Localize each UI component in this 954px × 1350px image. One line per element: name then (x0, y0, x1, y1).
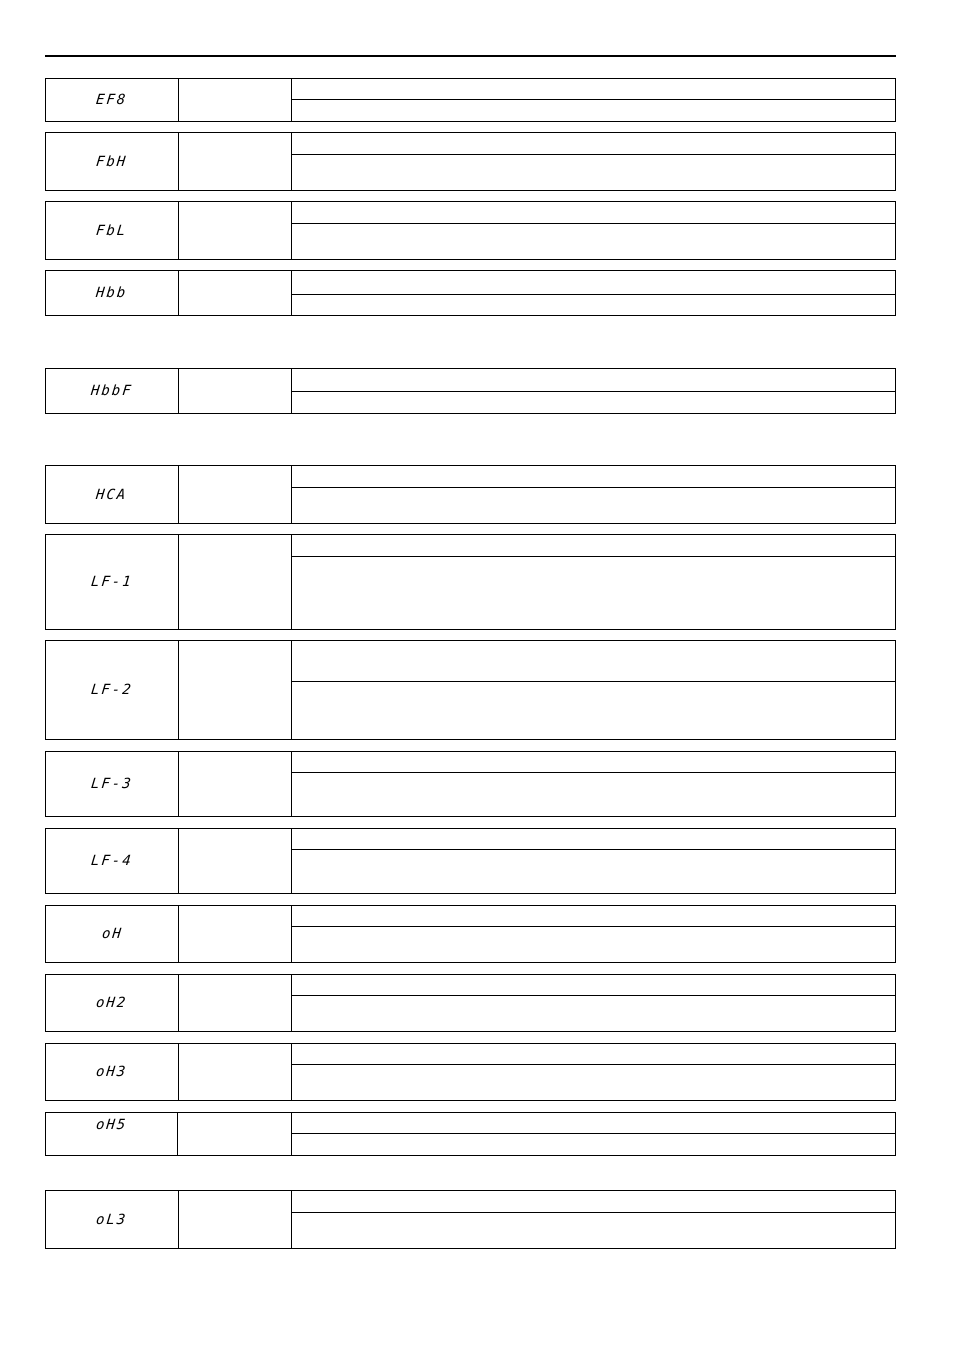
fault-code-cell (46, 1113, 178, 1155)
fault-code-cell (46, 202, 179, 259)
fault-table-hbb (45, 270, 896, 316)
row-divider (292, 154, 895, 155)
fault-detail-cell (292, 133, 895, 190)
fault-name-cell (179, 133, 292, 190)
fault-name-cell (179, 829, 292, 893)
fault-table-oh (45, 905, 896, 963)
fault-detail-cell (292, 752, 895, 816)
fault-code-cell (46, 641, 179, 739)
row-divider (292, 681, 895, 682)
fault-detail-cell (292, 466, 895, 523)
fault-name-cell (179, 1044, 292, 1100)
fault-code-cell (46, 369, 179, 413)
row-divider (292, 223, 895, 224)
fault-code-cell (46, 271, 179, 315)
fault-table-lf-2 (45, 640, 896, 740)
fault-code: oH5 (95, 1117, 128, 1133)
row-divider (292, 99, 895, 100)
fault-detail-cell (292, 1191, 895, 1248)
fault-table-fbh (45, 132, 896, 191)
fault-table-hbbf (45, 368, 896, 414)
fault-name-cell (179, 79, 292, 121)
row-divider (292, 772, 895, 773)
fault-code: FbH (95, 153, 129, 170)
fault-table-hca (45, 465, 896, 524)
fault-code-cell (46, 535, 179, 629)
fault-code-cell (46, 1191, 179, 1248)
row-divider (292, 556, 895, 557)
fault-detail-cell (292, 1044, 895, 1100)
fault-name-cell (179, 641, 292, 739)
fault-name-cell (179, 1113, 292, 1155)
fault-table-fbl (45, 201, 896, 260)
row-divider (292, 294, 895, 295)
fault-table-lf-1 (45, 534, 896, 630)
fault-detail-cell (292, 271, 895, 315)
fault-code: Hbb (95, 285, 129, 301)
fault-detail-cell (292, 906, 895, 962)
fault-detail-cell (292, 975, 895, 1031)
fault-code-cell (46, 906, 179, 962)
fault-detail-cell (292, 641, 895, 739)
fault-code: LF-4 (90, 853, 134, 869)
fault-code-cell (46, 829, 179, 893)
fault-code: LF-3 (90, 776, 134, 792)
fault-name-cell (179, 271, 292, 315)
fault-code-cell (46, 133, 179, 190)
fault-table-ef8 (45, 78, 896, 122)
fault-name-cell (179, 906, 292, 962)
fault-code: oH2 (95, 995, 129, 1011)
fault-code: oH (100, 926, 124, 942)
fault-detail-cell (292, 829, 895, 893)
fault-code-cell (46, 752, 179, 816)
fault-code: oL3 (95, 1211, 129, 1228)
fault-table-oh3 (45, 1043, 896, 1101)
fault-code: FbL (95, 222, 129, 239)
row-divider (292, 391, 895, 392)
fault-name-cell (179, 1191, 292, 1248)
fault-code-cell (46, 79, 179, 121)
row-divider (292, 995, 895, 996)
row-divider (292, 849, 895, 850)
fault-code-cell (46, 1044, 179, 1100)
row-divider (292, 926, 895, 927)
fault-code: EF8 (95, 92, 129, 108)
fault-code: LF-2 (90, 682, 134, 698)
fault-detail-cell (292, 369, 895, 413)
row-divider (292, 1212, 895, 1213)
header-rule (45, 55, 896, 57)
fault-detail-cell (292, 202, 895, 259)
fault-table-oh5 (45, 1112, 896, 1156)
fault-name-cell (179, 202, 292, 259)
fault-name-cell (179, 369, 292, 413)
fault-table-lf-3 (45, 751, 896, 817)
row-divider (292, 1133, 895, 1134)
fault-detail-cell (292, 1113, 895, 1155)
fault-name-cell (179, 975, 292, 1031)
fault-name-cell (179, 752, 292, 816)
row-divider (292, 1064, 895, 1065)
fault-table-lf-4 (45, 828, 896, 894)
fault-code-cell (46, 466, 179, 523)
row-divider (292, 487, 895, 488)
fault-code: HCA (95, 486, 129, 503)
fault-table-ol3 (45, 1190, 896, 1249)
fault-code: LF-1 (90, 574, 134, 590)
fault-name-cell (179, 535, 292, 629)
fault-code: oH3 (95, 1064, 129, 1080)
fault-table-oh2 (45, 974, 896, 1032)
fault-code-cell (46, 975, 179, 1031)
fault-detail-cell (292, 79, 895, 121)
fault-code: HbbF (90, 383, 134, 399)
fault-name-cell (179, 466, 292, 523)
fault-detail-cell (292, 535, 895, 629)
